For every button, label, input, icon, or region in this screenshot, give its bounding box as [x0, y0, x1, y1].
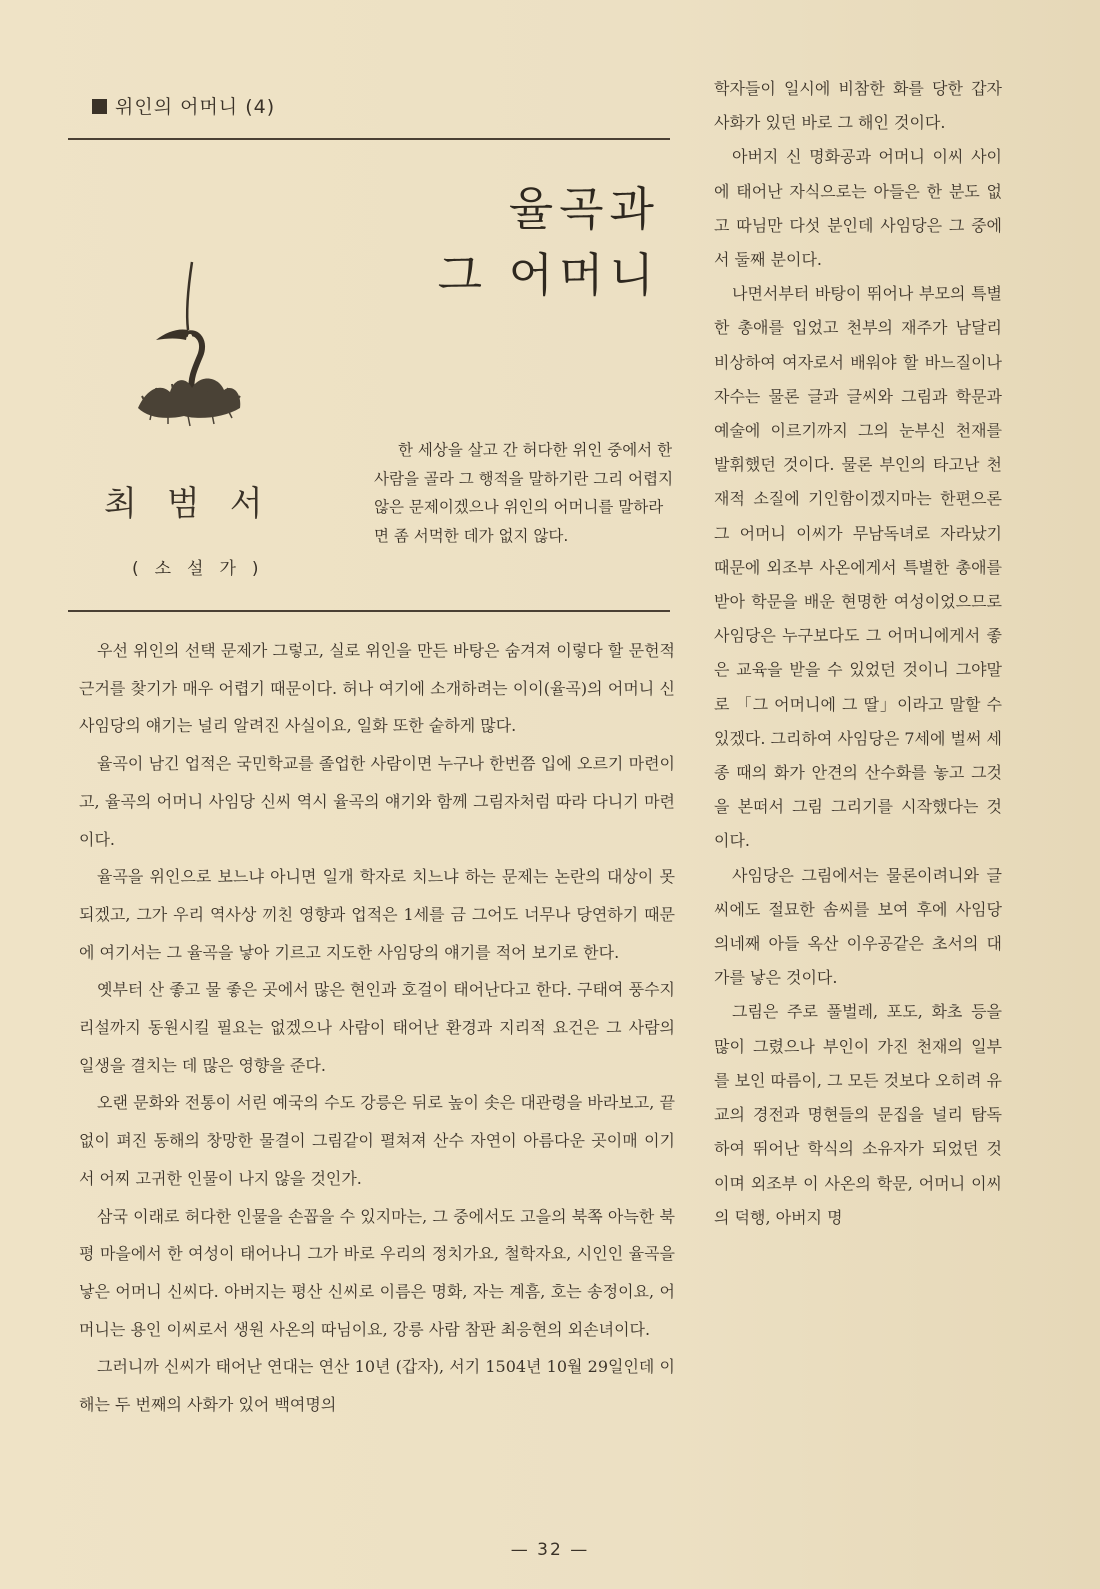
bottom-rule [68, 610, 670, 612]
title-line-1: 율곡과 [508, 182, 660, 236]
square-bullet-icon [92, 99, 107, 114]
paragraph: 율곡이 남긴 업적은 국민학교를 졸업한 사람이면 누구나 한번쯤 입에 오르기 마련이고, 율곡의 어머니 사임당 신씨 역시 율곡의 얘기와 함께 그림자처럼 따라 다니기 마련이다. [79, 754, 675, 849]
article-title [438, 176, 660, 308]
paragraph: 우선 위인의 선택 문제가 그렇고, 실로 위인을 만든 바탕은 숨겨져 이렇다 할 문헌적 근거를 찾기가 매우 어렵기 때문이다. 허나 여기에 소개하려는 이이(율곡)의 어머니 신 사임당의 얘기는 널리 알려진 사실이요, 일화 또한 숱하게 많다. [79, 641, 675, 736]
paragraph: 아버지 신 명화공과 어머니 이씨 사이에 태어난 자식으로는 아들은 한 분도 없고 따님만 다섯 분인데 사임당은 그 중에서 둘째 분이다. [714, 147, 1002, 270]
author-profession: (소설가) [132, 559, 275, 579]
paragraph: 옛부터 산 좋고 물 좋은 곳에서 많은 현인과 호걸이 태어난다고 한다. 구태여 풍수지리설까지 동원시킬 필요는 없겠으나 사람이 태어난 환경과 지리적 요건은 그 사람의 일생을 결치는 데 많은 영향을 준다. [79, 980, 675, 1075]
top-rule [68, 138, 670, 140]
page-number: — 32 — [510, 1540, 590, 1560]
paragraph: 그림은 주로 풀벌레, 포도, 화초 등을 많이 그렸으나 부인이 가진 천재의 일부를 보인 따름이, 그 모든 것보다 오히려 유교의 경전과 명현들의 문집을 널리 탐독하여 뛰어난 학식의 소유자가 되었던 것이며 외조부 이 사온의 학문, 어머니 이씨의 덕행, 아버지 명 [714, 1002, 1002, 1227]
paragraph: 율곡을 위인으로 보느냐 아니면 일개 학자로 치느냐 하는 문제는 논란의 대상이 못되겠고, 그가 우리 역사상 끼친 영향과 업적은 1세를 금 그어도 너무나 당연하기 때문에 여기서는 그 율곡을 낳아 기르고 지도한 사임당의 얘기를 적어 보기로 한다. [79, 867, 675, 962]
series-header [92, 92, 275, 119]
intro-text: 한 세상을 살고 간 허다한 위인 중에서 한 사람을 골라 그 행적을 말하기란 그리 어렵지 않은 문제이겠으나 위인의 어머니를 말하라면 좀 서먹한 데가 없지 않다. [374, 441, 674, 545]
series-label: 위인의 어머니 (4) [115, 96, 276, 118]
bird-illustration-icon [128, 258, 248, 428]
paragraph: 학자들이 일시에 비참한 화를 당한 갑자사화가 있던 바로 그 해인 것이다. [714, 79, 1002, 133]
paragraph: 삼국 이래로 허다한 인물을 손꼽을 수 있지마는, 그 중에서도 고을의 북쪽 아늑한 북평 마을에서 한 여성이 태어나니 그가 바로 우리의 정치가요, 철학자요, 시인인 율곡을 낳은 어머니 신씨다. 아버지는 평산 신씨로 이름은 명화, 자는 계흠, 호는 송정이요, 어머니는 용인 이씨로서 생원 사온의 따님이요, 강릉 사람 참판 최응현의 외손녀이다. [79, 1206, 675, 1339]
intro-block [374, 436, 674, 550]
title-line-2: 그 어머니 [437, 248, 660, 302]
right-column [714, 72, 1002, 1235]
left-column [79, 632, 675, 1424]
paragraph: 나면서부터 바탕이 뛰어나 부모의 특별한 총애를 입었고 천부의 재주가 남달리 비상하여 여자로서 배워야 할 바느질이나 자수는 물론 글과 글씨와 그림과 학문과 예술에 이르기까지 그의 눈부신 천재를 발휘했던 것이다. 물론 부인의 타고난 천재적 소질에 기인함이겠지마는 한편으론 그 어머니 이씨가 무남독녀로 자라났기 때문에 외조부 사온에게서 특별한 총애를 받아 학문을 배운 현명한 여성이었으므로 사임당은 누구보다도 그 어머니에게서 좋은 교육을 받을 수 있었던 것이니 그야말로 「그 어머니에 그 딸」이라고 말할 수 있겠다. 그리하여 사임당은 7세에 벌써 세종 때의 화가 안견의 산수화를 놓고 그것을 본떠서 그림 그리기를 시작했다는 것이다. [714, 284, 1002, 851]
paragraph: 그러니까 신씨가 태어난 연대는 연산 10년 (갑자), 서기 1504년 10월 29일인데 이 해는 두 번째의 사화가 있어 백여명의 [79, 1357, 675, 1415]
paragraph: 사임당은 그림에서는 물론이려니와 글씨에도 절묘한 솜씨를 보여 후에 사임당의네째 아들 옥산 이우공같은 초서의 대가를 낳은 것이다. [714, 865, 1002, 988]
paragraph: 오랜 문화와 전통이 서린 예국의 수도 강릉은 뒤로 높이 솟은 대관령을 바라보고, 끝없이 펴진 동해의 창망한 물결이 그림같이 펼쳐져 산수 자연이 아름다운 곳이매 이기서 어찌 고귀한 인물이 나지 않을 것인가. [79, 1093, 675, 1188]
author-name: 최범서 [104, 484, 293, 524]
